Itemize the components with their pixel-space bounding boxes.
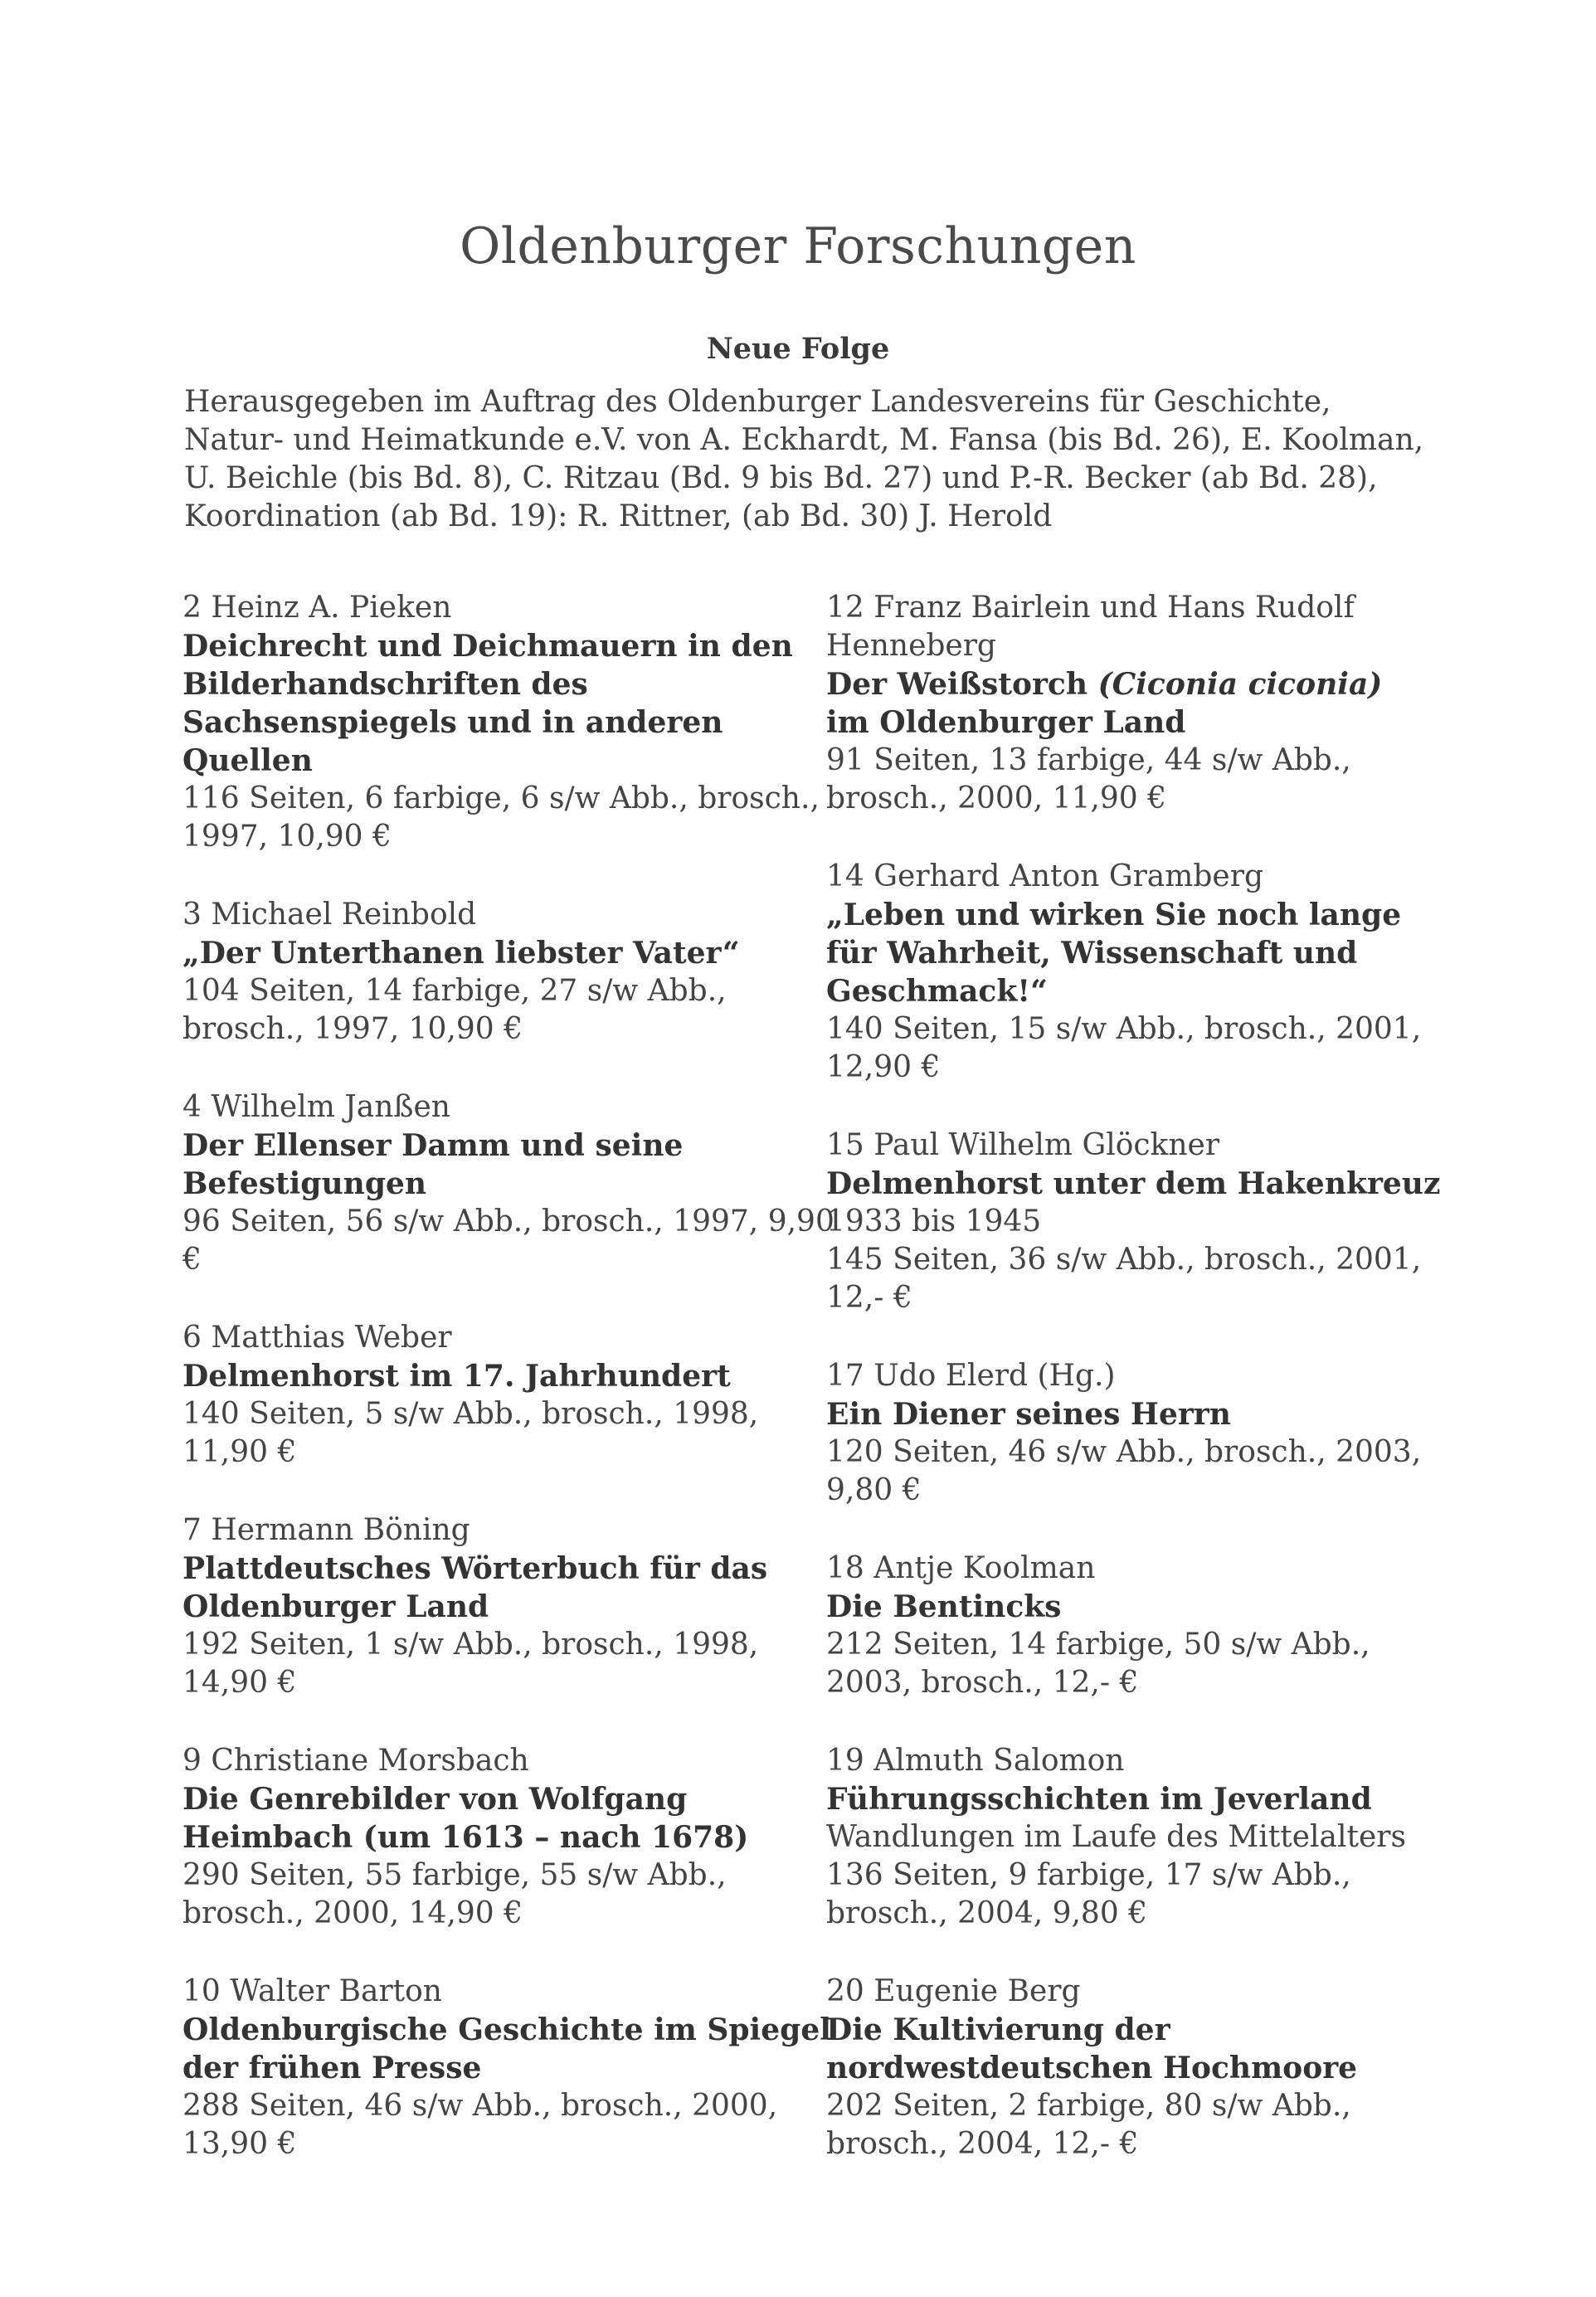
page-title: Oldenburger Forschungen	[460, 217, 1136, 275]
entry-title: Deichrecht und Deichmauern in den Bilderhandschriften des Sachsenspiegels und in anderen Quellen	[182, 629, 793, 778]
entry-details: 140 Seiten, 15 s/w Abb., brosch., 2001, 12,90 €	[826, 1012, 1422, 1084]
entry-details: 96 Seiten, 56 s/w Abb., brosch., 1997, 9,90 €	[182, 1204, 834, 1277]
entry-title: Plattdeutsches Wörterbuch für das Oldenburger Land	[182, 1551, 768, 1624]
book-entry-2	[182, 589, 846, 856]
editors-paragraph: Herausgegeben im Auftrag des Oldenburger Landesvereins für Geschichte, Natur- und Heimatkunde e.V. von A. Eckhardt, M. Fansa (bis Bd. 26), E. Koolman, U. Beichle (bis Bd. 8), C. Ritzau (Bd. 9 bis Bd. 27) und P.-R. Becker (ab Bd. 28), Koordination (ab Bd. 19): R. Rittner, (ab Bd. 30) J. Herold	[184, 385, 1424, 533]
left-column	[182, 589, 846, 2203]
entry-author: 20 Eugenie Berg	[826, 1974, 1081, 2008]
entry-title: Die Genrebilder von Wolfgang Heimbach (um 1613 – nach 1678)	[182, 1782, 749, 1855]
entry-subtitle: Wandlungen im Laufe des Mittelalters	[826, 1820, 1406, 1854]
entry-author: 4 Wilhelm Janßen	[182, 1090, 450, 1124]
entry-details: 116 Seiten, 6 farbige, 6 s/w Abb., brosch., 1997, 10,90 €	[182, 781, 820, 854]
book-entry-17	[826, 1357, 1457, 1510]
entry-author: 18 Antje Koolman	[826, 1551, 1096, 1585]
entry-details: 290 Seiten, 55 farbige, 55 s/w Abb., brosch., 2000, 14,90 €	[182, 1858, 727, 1930]
book-entry-15	[826, 1127, 1457, 1317]
book-entry-4	[182, 1088, 846, 1279]
entry-title: Oldenburgische Geschichte im Spiegel der frühen Presse	[182, 2012, 831, 2085]
entry-author: 12 Franz Bairlein und Hans Rudolf Henneberg	[826, 591, 1355, 663]
series-subtitle: Neue Folge	[706, 332, 890, 366]
entry-title: Der Ellenser Damm und seine Befestigungen	[182, 1128, 684, 1201]
entry-author: 19 Almuth Salomon	[826, 1744, 1125, 1778]
entry-details: 212 Seiten, 14 farbige, 50 s/w Abb., 2003, brosch., 12,- €	[826, 1628, 1370, 1700]
entry-author: 10 Walter Barton	[182, 1974, 442, 2008]
entry-title: Führungsschichten im Jeverland	[826, 1782, 1372, 1817]
entry-details: 140 Seiten, 5 s/w Abb., brosch., 1998, 11,90 €	[182, 1397, 759, 1469]
entry-details: 91 Seiten, 13 farbige, 44 s/w Abb., brosch., 2000, 11,90 €	[826, 743, 1351, 815]
entry-title-species: (Ciconia ciconia)	[1097, 667, 1383, 702]
entry-details: 288 Seiten, 46 s/w Abb., brosch., 2000, 13,90 €	[182, 2089, 778, 2161]
entry-details: 136 Seiten, 9 farbige, 17 s/w Abb., brosch., 2004, 9,80 €	[826, 1858, 1351, 1930]
entry-details: 104 Seiten, 14 farbige, 27 s/w Abb., brosch., 1997, 10,90 €	[182, 974, 727, 1046]
entry-title: Die Bentincks	[826, 1589, 1062, 1624]
entry-title: „Leben und wirken Sie noch lange für Wahrheit, Wissenschaft und Geschmack!“	[826, 898, 1402, 1009]
entry-title: Delmenhorst im 17. Jahrhundert	[182, 1359, 731, 1394]
right-column	[826, 589, 1457, 2203]
entry-author: 3 Michael Reinbold	[182, 898, 477, 932]
entry-title-part: im Oldenburger Land	[826, 705, 1186, 740]
entry-title: Ein Diener seines Herrn	[826, 1397, 1231, 1432]
entry-author: 14 Gerhard Anton Gramberg	[826, 859, 1263, 893]
book-entry-9	[182, 1742, 846, 1933]
entry-details: 202 Seiten, 2 farbige, 80 s/w Abb., brosch., 2004, 12,- €	[826, 2089, 1351, 2161]
book-entry-12	[826, 589, 1457, 818]
entry-title: „Der Unterthanen liebster Vater“	[182, 936, 740, 971]
entry-details: 145 Seiten, 36 s/w Abb., brosch., 2001, 12,- €	[826, 1243, 1422, 1315]
entry-details: 120 Seiten, 46 s/w Abb., brosch., 2003, 9,80 €	[826, 1435, 1422, 1507]
entry-title: Delmenhorst unter dem Hakenkreuz	[826, 1166, 1441, 1201]
entry-author: 7 Hermann Böning	[182, 1513, 470, 1547]
book-entry-18	[826, 1550, 1457, 1702]
entry-title-part: Der Weißstorch	[826, 667, 1098, 702]
book-entry-6	[182, 1319, 846, 1472]
entry-author: 9 Christiane Morsbach	[182, 1744, 529, 1778]
book-entry-14	[826, 858, 1457, 1087]
entry-author: 6 Matthias Weber	[182, 1321, 452, 1355]
entry-author: 17 Udo Elerd (Hg.)	[826, 1359, 1116, 1393]
entry-details: 192 Seiten, 1 s/w Abb., brosch., 1998, 14,90 €	[182, 1628, 759, 1700]
entry-author: 15 Paul Wilhelm Glöckner	[826, 1128, 1220, 1162]
book-entry-20	[826, 1973, 1457, 2163]
book-entry-7	[182, 1511, 846, 1702]
entry-title: Die Kultivierung der nordwestdeutschen Hochmoore	[826, 2012, 1358, 2085]
book-entry-19	[826, 1742, 1457, 1933]
book-entry-3	[182, 896, 846, 1049]
book-entry-10	[182, 1973, 846, 2163]
entry-title	[826, 665, 1457, 742]
entry-author: 2 Heinz A. Pieken	[182, 591, 452, 625]
entry-subtitle: 1933 bis 1945	[826, 1204, 1042, 1239]
